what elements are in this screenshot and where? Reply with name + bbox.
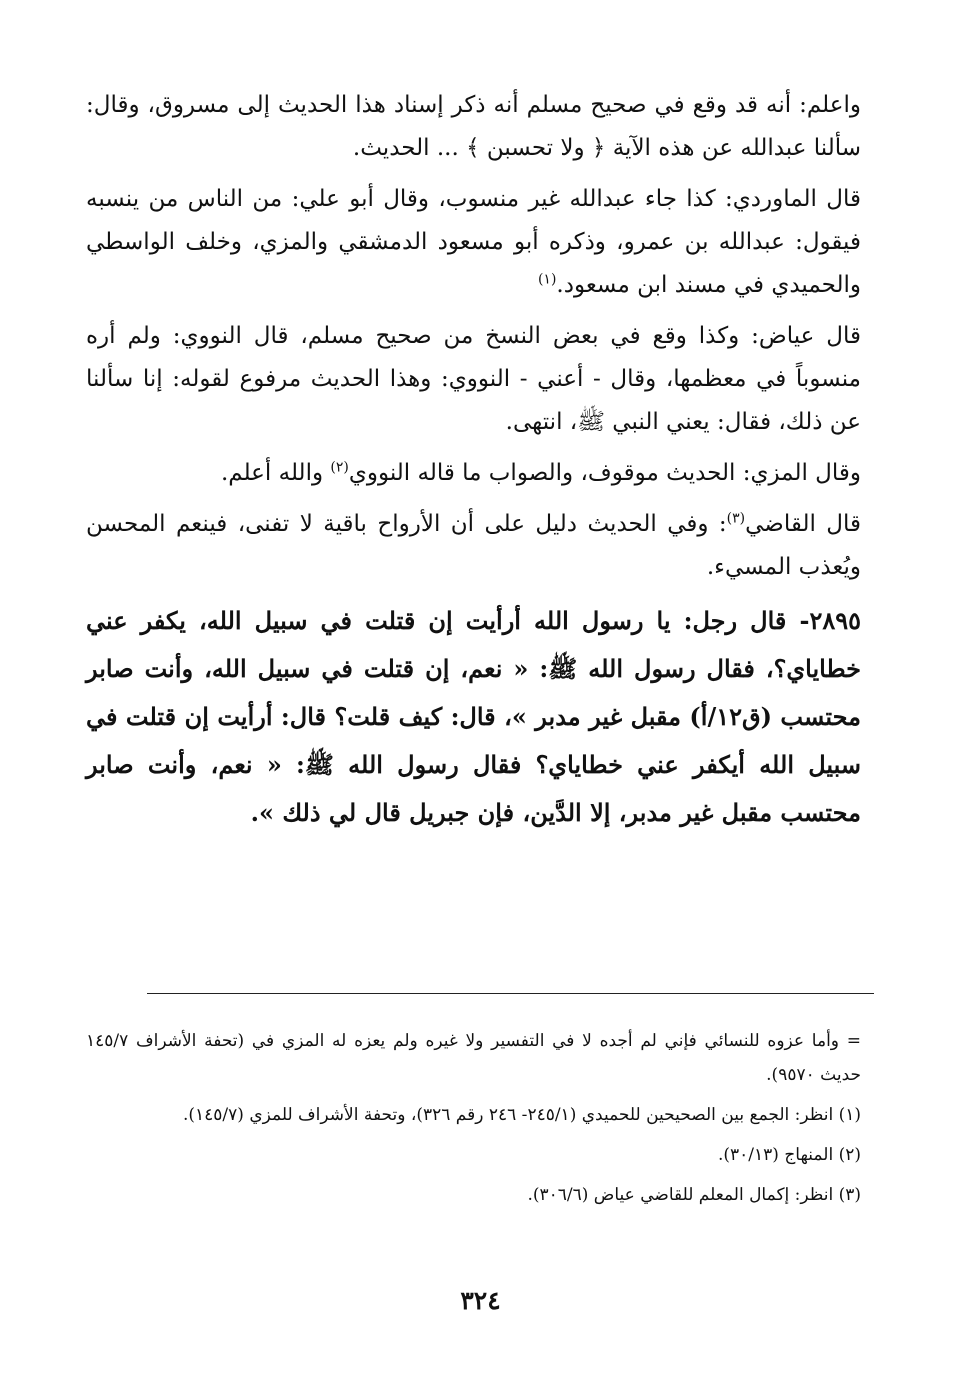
paragraph-mawardi-text: قال الماوردي: كذا جاء عبدالله غير منسوب، وقال أبو علي: من الناس من ينسبه فيقول: عبدالله بن عمرو، وذكره أبو مسعود الدمشقي والمزي، وخلف الواسطي والحميدي في مسند ابن مسعود.	[86, 186, 861, 298]
paragraph-intro: واعلم: أنه قد وقع في صحيح مسلم أنه ذكر إسناد هذا الحديث إلى مسروق، وقال: سألنا عبدالله عن هذه الآية ﴿ ولا تحسبن ﴾ ... الحديث.	[86, 92, 861, 161]
page-number: ٣٢٤	[460, 1286, 501, 1315]
paragraph-mizzi-text: وقال المزي: الحديث موقوف، والصواب ما قاله النووي	[348, 460, 861, 486]
footnote-2: (٢) المنهاج (٣٠/١٣).	[717, 1145, 861, 1165]
paragraph-qadi-text: قال القاضي	[745, 511, 862, 537]
paragraph-mizzi	[86, 452, 861, 495]
paragraph-qadi	[86, 503, 861, 589]
footnote-ref-1[interactable]: (١)	[537, 271, 557, 288]
paragraph-iyad: قال عياض: وكذا وقع في بعض النسخ من صحيح مسلم، قال النووي: ولم أره منسوباً في معظمها، وقال - أعني - النووي: وهذا الحديث مرفوع لقوله: إنا سألنا عن ذلك، فقال: يعني النبي ﷺ، انتهى.	[86, 323, 861, 435]
footnote-continuation: = وأما عزوه للنسائي فإني لم أجده لا في التفسير ولا غيره ولم يعزه له المزي في (تحفة الأشراف ١٤٥/٧ حديث ٩٥٧٠).	[86, 1031, 861, 1085]
paragraph-qadi-ending: : وفي الحديث دليل على أن الأرواح باقية لا تفنى، فينعم المحسن ويُعذب المسيء.	[86, 511, 861, 580]
footnotes	[86, 1024, 861, 1218]
footnote-divider	[147, 993, 874, 994]
footnote-ref-3[interactable]: (٣)	[726, 510, 746, 527]
main-text	[86, 84, 861, 845]
paragraph-mawardi	[86, 178, 861, 307]
footnote-ref-2[interactable]: (٢)	[330, 459, 349, 476]
footnote-3: (٣) انظر: إكمال المعلم للقاضي عياض (٣٠٦/٦).	[527, 1185, 861, 1205]
paragraph-mizzi-ending: والله أعلم.	[220, 460, 331, 486]
hadith-2895: ٢٨٩٥- قال رجل: يا رسول الله أرأيت إن قتلت في سبيل الله، يكفر عني خطاياي؟، فقال رسول الله ﷺ: « نعم، إن قتلت في سبيل الله، وأنت صابر محتسب (ق١٢/أ) مقبل غير مدبر »، قال: كيف قلت؟ قال: أرأيت إن قتلت في سبيل الله أيكفر عني خطاياي؟ فقال رسول الله ﷺ: « نعم، وأنت صابر محتسب مقبل غير مدبر، إلا الدَّين، فإن جبريل قال لي ذلك ».	[86, 606, 861, 827]
footnote-1: (١) انظر: الجمع بين الصحيحين للحميدي (٢٤٥/١- ٢٤٦ رقم ٣٢٦)، وتحفة الأشراف للمزي (١٤٥/٧).	[182, 1105, 861, 1125]
